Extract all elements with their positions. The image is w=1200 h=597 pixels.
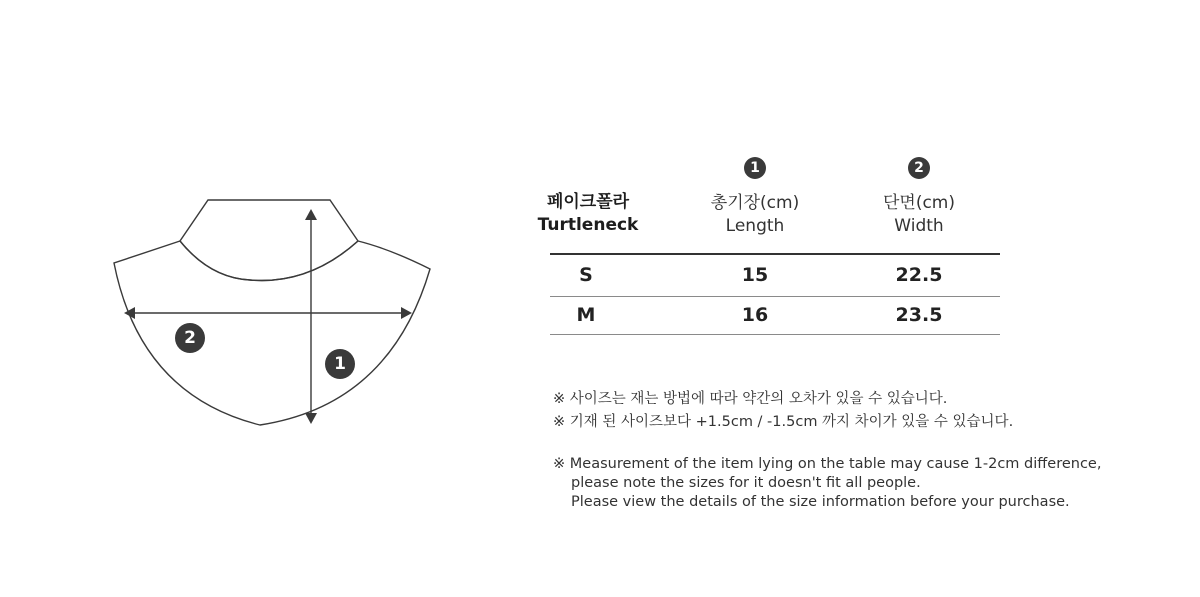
column-badge-length: 1 [744, 157, 766, 179]
turtleneck-outline [100, 185, 440, 435]
width-arrow-head-left [124, 307, 135, 319]
note-english-1: ※ Measurement of the item lying on the table may cause 1-2cm difference, [553, 456, 1102, 472]
note-korean-1: ※ 사이즈는 재는 방법에 따라 약간의 오차가 있을 수 있습니다. [553, 391, 948, 407]
size-cell: M [576, 304, 596, 326]
column-header-length-en: Length [725, 216, 785, 236]
length-arrow-head-bottom [305, 413, 317, 424]
column-header-width [859, 192, 979, 238]
product-name-en: Turtleneck [537, 215, 639, 235]
table-bottom-rule [550, 334, 1000, 335]
table-top-rule [550, 253, 1000, 255]
turtleneck-diagram [100, 185, 440, 439]
note-korean-2: ※ 기재 된 사이즈보다 +1.5cm / -1.5cm 까지 차이가 있을 수 있습니다. [553, 414, 1014, 430]
note-english-3: Please view the details of the size information before your purchase. [571, 494, 1070, 510]
column-header-length-ko: 총기장(cm) [710, 193, 800, 213]
width-cell: 23.5 [895, 304, 943, 326]
product-name [528, 191, 648, 237]
collar-outline [180, 200, 358, 281]
size-cell: S [579, 264, 593, 286]
table-row-divider [550, 296, 1000, 297]
length-badge: 1 [325, 349, 355, 379]
bib-outline [114, 241, 430, 425]
note-english [553, 455, 1101, 512]
column-header-width-en: Width [894, 216, 944, 236]
column-header-length [695, 192, 815, 238]
length-cell: 16 [741, 304, 769, 326]
width-arrow-head-right [401, 307, 412, 319]
note-english-2: please note the sizes for it doesn't fit all people. [571, 475, 921, 491]
column-header-width-ko: 단면(cm) [882, 193, 955, 213]
width-cell: 22.5 [895, 264, 943, 286]
column-badge-width: 2 [908, 157, 930, 179]
length-arrow-head-top [305, 209, 317, 220]
product-name-ko: 페이크폴라 [546, 192, 630, 212]
width-badge: 2 [175, 323, 205, 353]
length-cell: 15 [741, 264, 769, 286]
